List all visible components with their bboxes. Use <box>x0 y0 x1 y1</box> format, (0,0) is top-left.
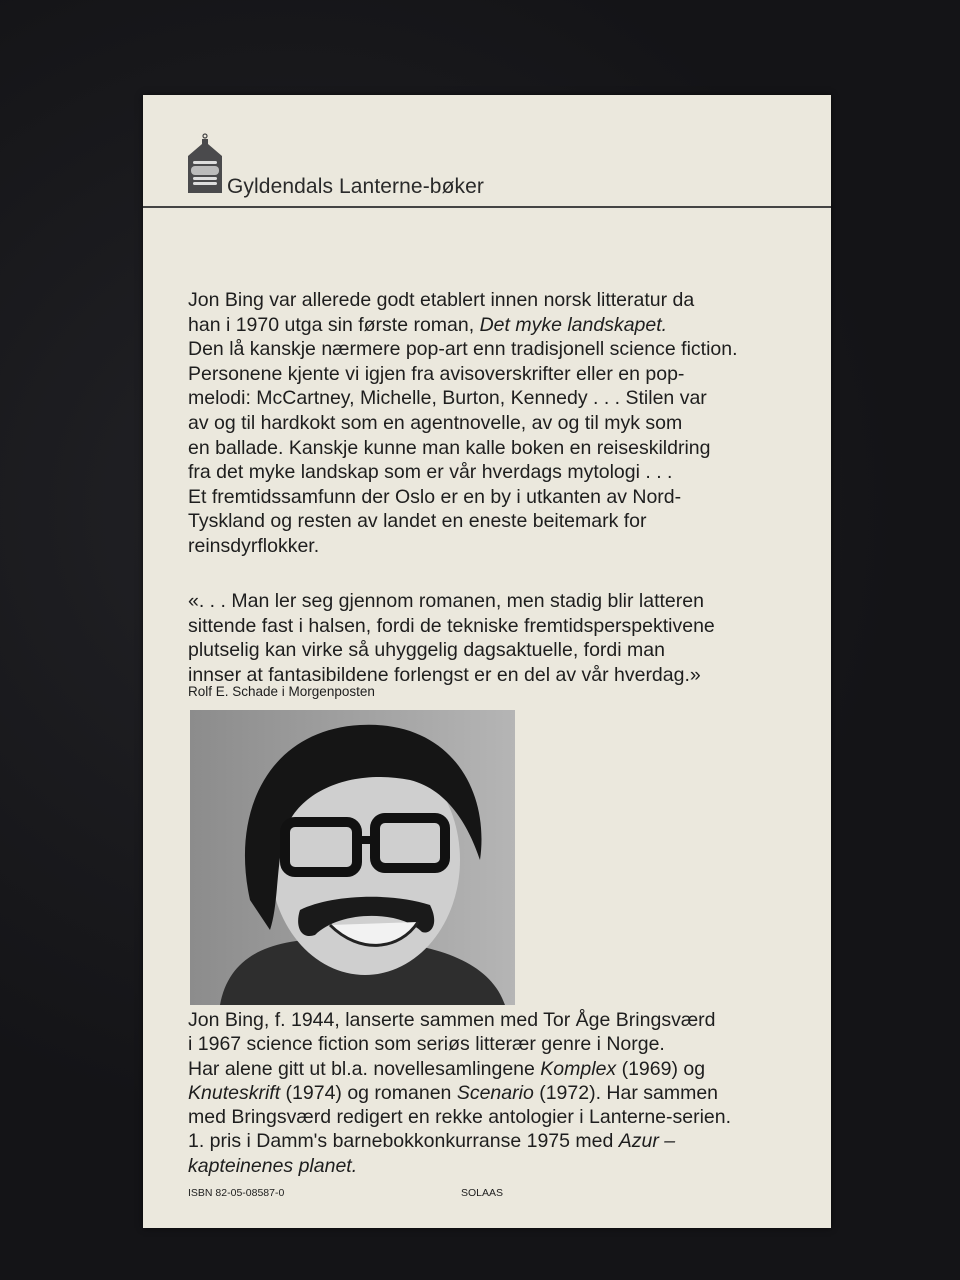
author-photo <box>190 710 515 1005</box>
text-line <box>188 337 738 362</box>
text-segment: (1974) og romanen <box>280 1081 457 1104</box>
text-segment: plutselig kan virke så uhyggelig dagsaktuelle, fordi man <box>188 639 665 662</box>
text-segment: reinsdyrflokker. <box>188 534 320 557</box>
text-line <box>188 436 738 461</box>
text-line <box>188 1129 731 1153</box>
text-line <box>188 288 738 313</box>
text-segment: Har alene gitt ut bl.a. novellesamlingene <box>188 1057 541 1080</box>
author-bio <box>188 1008 731 1178</box>
text-line <box>188 1032 731 1056</box>
review-quote <box>188 589 715 688</box>
italic-title: kapteinenes planet. <box>188 1154 358 1177</box>
isbn: ISBN 82-05-08587-0 <box>188 1187 285 1199</box>
text-segment: melodi: McCartney, Michelle, Burton, Kennedy . . . Stilen var <box>188 387 707 410</box>
text-line <box>188 614 715 639</box>
text-segment: Jon Bing, f. 1944, lanserte sammen med Tor Åge Bringsværd <box>188 1009 716 1031</box>
italic-title: Komplex <box>540 1057 617 1080</box>
text-segment: innser at fantasibildene forlengst er en del av vår hverdag.» <box>188 664 701 687</box>
text-line <box>188 411 738 436</box>
text-segment: med Bringsværd redigert en rekke antologier i Lanterne-serien. <box>188 1106 732 1129</box>
lantern-icon <box>186 133 224 193</box>
text-segment: (1972). Har sammen <box>533 1081 719 1104</box>
text-line <box>188 386 738 411</box>
publisher-name: Gyldendals Lanterne-bøker <box>227 175 484 198</box>
text-line <box>188 638 715 663</box>
italic-title: Scenario <box>456 1081 534 1104</box>
text-segment: «. . . Man ler seg gjennom romanen, men stadig blir latteren <box>188 590 704 612</box>
text-segment: fra det myke landskap som er vår hverdags mytologi . . . <box>188 461 673 484</box>
text-line <box>188 509 738 534</box>
italic-title: Azur – <box>618 1130 676 1153</box>
text-segment: han i 1970 utga sin første roman, <box>188 313 480 336</box>
text-line <box>188 1154 731 1178</box>
text-line <box>188 589 715 614</box>
book-back-cover <box>143 95 831 1228</box>
text-segment: i 1967 science fiction som seriøs litterær genre i Norge. <box>188 1033 665 1056</box>
text-line <box>188 1057 731 1081</box>
text-segment: (1969) og <box>616 1057 706 1080</box>
text-segment: sittende fast i halsen, fordi de tekniske fremtidsperspektivene <box>188 614 715 637</box>
text-line <box>188 485 738 510</box>
text-segment: Et fremtidssamfunn der Oslo er en by i utkanten av Nord- <box>188 485 682 508</box>
text-line <box>188 460 738 485</box>
header-divider <box>143 206 831 208</box>
text-segment: av og til hardkokt som en agentnovelle, av og til myk som <box>188 411 683 434</box>
italic-title: Knuteskrift <box>188 1081 281 1104</box>
review-attribution: Rolf E. Schade i Morgenposten <box>188 684 375 699</box>
text-segment: en ballade. Kanskje kunne man kalle boken en reiseskildring <box>188 436 711 459</box>
text-line <box>188 1105 731 1129</box>
text-line <box>188 1008 731 1032</box>
text-line <box>188 534 738 559</box>
text-segment: Jon Bing var allerede godt etablert innen norsk litteratur da <box>188 289 695 311</box>
text-segment: 1. pris i Damm's barnebokkonkurranse 1975 med <box>188 1130 619 1153</box>
text-line <box>188 362 738 387</box>
text-line <box>188 313 738 338</box>
description-paragraph <box>188 288 738 559</box>
italic-title: Det myke landskapet. <box>479 313 668 336</box>
printer-name: SOLAAS <box>461 1187 504 1199</box>
text-segment: Tyskland og resten av landet en eneste beitemark for <box>188 510 647 533</box>
text-segment: Personene kjente vi igjen fra avisoverskrifter eller en pop- <box>188 362 685 385</box>
text-segment: Den lå kanskje nærmere pop-art enn tradisjonell science fiction. <box>188 338 738 361</box>
text-line <box>188 1081 731 1105</box>
